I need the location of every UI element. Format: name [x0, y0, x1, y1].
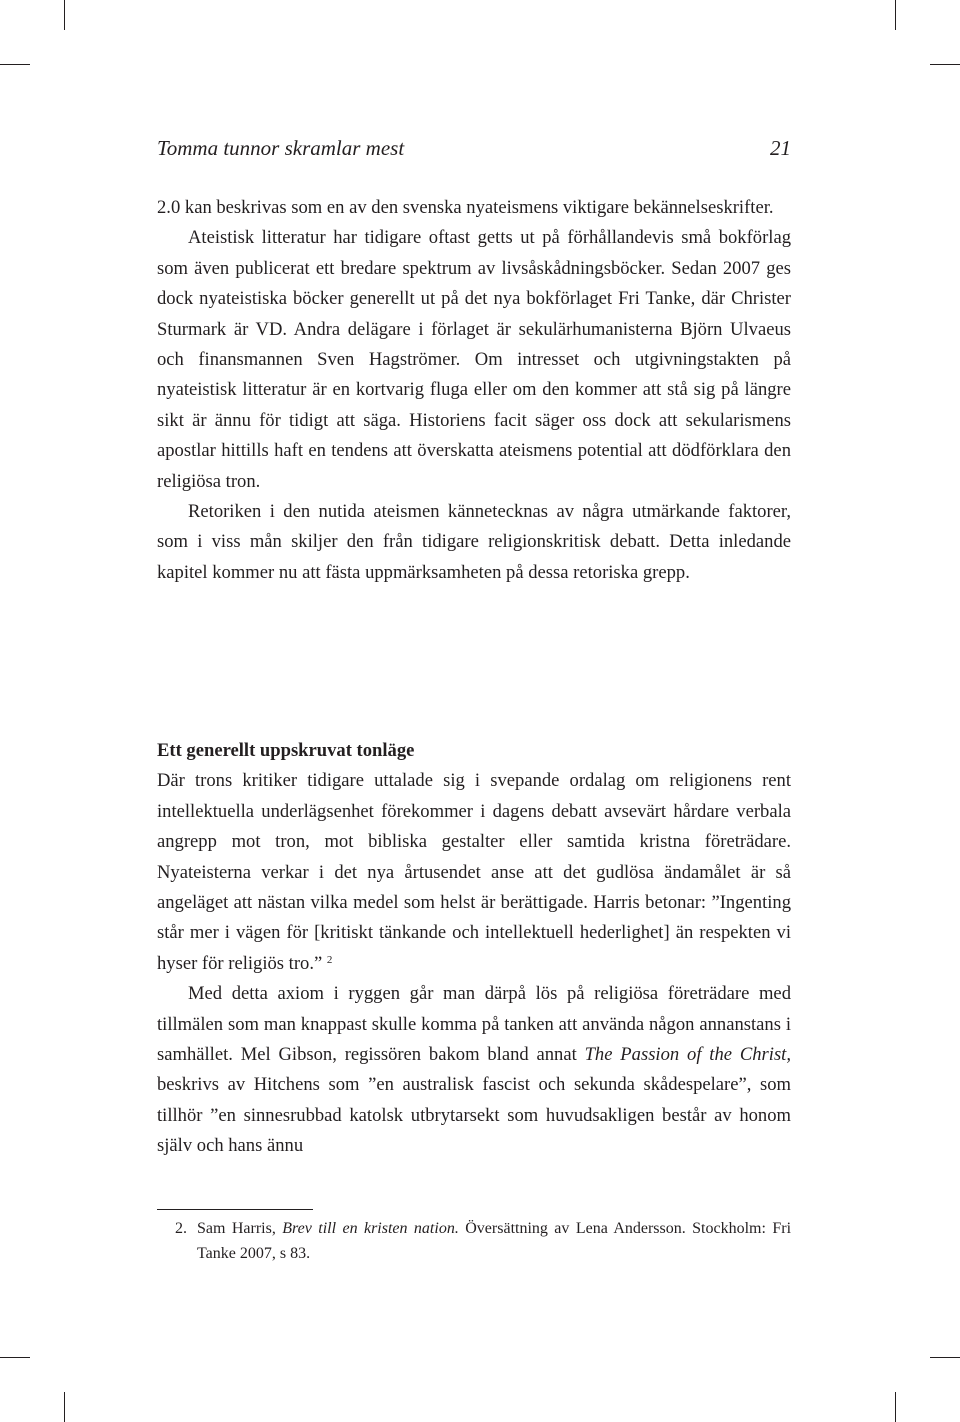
film-title: The Passion of the Christ, [584, 1044, 791, 1066]
crop-mark [0, 64, 30, 65]
section [157, 736, 791, 1162]
footnote-title: Brev till en kristen nation. [282, 1220, 459, 1237]
running-head [157, 130, 791, 166]
paragraph: Ateistisk litteratur har tidigare oftast getts ut på förhållandevis små bokförlag som även publicerat ett bredare spektrum av livsåskådningsböcker. Sedan 2007 ges dock nyateistiska böcker generellt ut på det nya bokförlaget Fri Tanke, där Christer Sturmark är VD. Andra delägare i förlaget är sekulärhumanisterna Björn Ulvaeus och finansmannen Sven Hagströmer. Om intresset och utgivningstakten på nyateistisk litteratur är en kortvarig fluga eller om den kommer att stå sig på längre sikt är ännu för tidigt att säga. Historiens facit säger oss dock att sekularismens apostlar hittills haft en tendens att överskatta ateismens potential att dödförklara den religiösa tron. [157, 227, 791, 492]
crop-mark [895, 0, 896, 30]
body-text-top [157, 193, 791, 588]
page-number: 21 [770, 136, 791, 160]
footnote-author: Sam Harris, [197, 1220, 276, 1237]
crop-mark [930, 1357, 960, 1358]
footnote-ref[interactable]: 2 [326, 953, 333, 966]
paragraph: 2.0 kan beskrivas som en av den svenska nyateismens viktigare bekännelseskrifter. [157, 197, 774, 218]
section-heading: Ett generellt uppskruvat tonläge [157, 740, 415, 761]
paragraph [157, 766, 791, 979]
crop-mark [930, 64, 960, 65]
footnote-body [197, 1217, 791, 1266]
footnote-rule [157, 1209, 313, 1210]
footnote-number: 2. [175, 1220, 187, 1237]
paragraph-text: Där trons kritiker tidigare uttalade sig i svepande ordalag om religionens rent intellektuella underlägsenhet förekommer i dagens debatt avsevärt hårdare verbala angrepp mot tron, mot bibliska gestalter eller samtida kristna företrädare. Nyateisterna verkar i det nya årtusendet anse att det gudlösa ändamålet är så angeläget att nästan vilka medel som helst är berättigade. Harris betonar: ”Ingenting står mer i vägen för [kritiskt tänkande och intellektuell hederlighet] än respekten vi hyser för religiös tro.” [157, 770, 791, 974]
running-head-title: Tomma tunnor skramlar mest [157, 136, 405, 160]
footnote-rest: Översättning av Lena Andersson. Stockholm: Fri Tanke 2007, s 83. [197, 1220, 792, 1262]
paragraph: Retoriken i den nutida ateismen kännetecknas av några utmärkande faktorer, som i viss mån skiljer den från tidigare religionskritisk debatt. Detta inledande kapitel kommer nu att fästa uppmärksamheten på dessa retoriska grepp. [157, 501, 791, 583]
crop-mark [895, 1392, 896, 1422]
paragraph-text: Med detta axiom i ryggen går man därpå lös på religiösa företrädare med tillmälen som man knappast skulle komma på tanken att använda någon annanstans i samhället. Mel Gibson, regissören bakom bland annat [157, 983, 791, 1066]
paragraph-text: beskrivs av Hitchens som ”en australisk fascist och sekunda skådespelare”, som tillhör ”en sinnesrubbad katolsk utbrytarsekt som huvudsakligen består av honom själv och hans ännu [157, 1074, 791, 1157]
footnote [157, 1217, 791, 1266]
crop-mark [0, 1357, 30, 1358]
crop-mark [64, 1392, 65, 1422]
paragraph [157, 979, 791, 1161]
crop-mark [64, 0, 65, 30]
